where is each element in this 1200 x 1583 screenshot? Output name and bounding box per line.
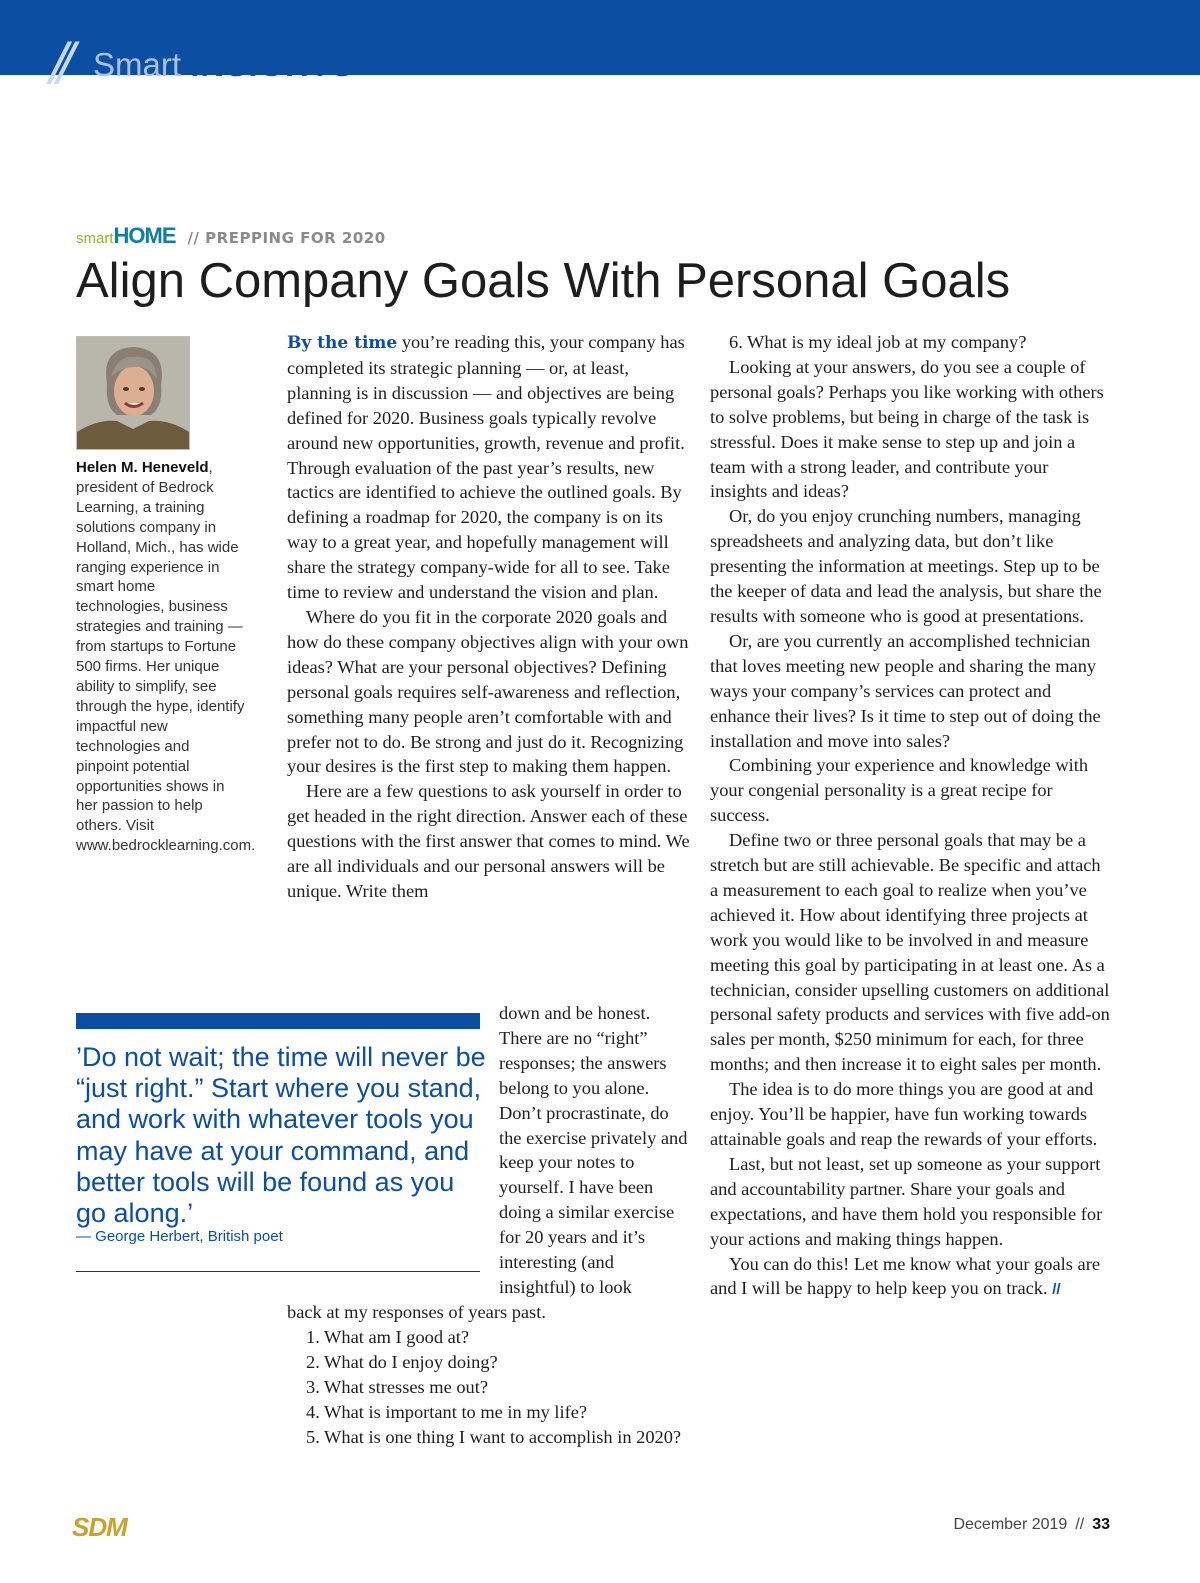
body-paragraph: Or, are you currently an accomplished technician that loves meeting new people and sharing the many ways your company’s services can protect and enhance their lives? Is it time to step out of doing the installation and move into sales? xyxy=(710,630,1101,751)
header-brand-bold: INSIGHTS xyxy=(190,46,355,83)
pullquote-text: ’Do not wait; the time will never be “just right.” Start where you stand, and work with whatever tools you may have at your command, and better tools will be found as you go along.’ xyxy=(76,1042,486,1229)
issue-date: December 2019 xyxy=(953,1516,1068,1533)
question-item: 5. What is one thing I want to accomplish in 2020? xyxy=(306,1426,682,1447)
body-paragraph xyxy=(287,330,692,605)
page-footer xyxy=(953,1516,1110,1534)
body-paragraph: Where do you fit in the corporate 2020 goals and how do these company objectives align with your own ideas? What are your personal objectives? Defining personal goals requires self-awareness and reflection, something many people aren’t comfortable with and prefer not to do. Be strong and just do it. Recognizing your desires is the first step to making them happen. xyxy=(287,606,689,777)
author-photo xyxy=(76,336,190,450)
lead-in: By the time xyxy=(287,333,398,353)
body-paragraph: Define two or three personal goals that may be a stretch but are still achievable. Be specific and attach a measurement to each goal to realize when you’ve achieved it. How about identifying three projects at work you would like to be involved in and measure meeting this goal by participating in at least one. As a technician, consider upselling customers on additional personal safety products and services with five add-on sales per month, $250 minimum for each, for three months; and then increase it to eight sales per month. xyxy=(710,830,1110,1075)
column-b-narrow xyxy=(499,1001,694,1300)
paragraph-text: You can do this! Let me know what your goals are and I will be happy to help keep you on track. xyxy=(710,1253,1100,1299)
author-portrait-image xyxy=(77,337,189,449)
body-paragraph xyxy=(710,1252,1110,1304)
header-slashes: // xyxy=(50,32,66,92)
headline: Align Company Goals With Personal Goals xyxy=(76,254,1011,308)
body-paragraph: The idea is to do more things you are good at and enjoy. You’ll be happier, have fun working towards attainable goals and reap the rewards of your efforts. xyxy=(710,1079,1098,1149)
end-mark: // xyxy=(1052,1281,1061,1299)
magazine-logo: SDM xyxy=(72,1512,127,1542)
column-b-top xyxy=(287,330,692,904)
body-paragraph: down and be honest. There are no “right” responses; the answers belong to you alone. Don’t procrastinate, do the exercise privately and keep your notes to yourself. I have been doing a similar exercise for 20 years and it’s interesting (and insightful) to look xyxy=(499,1003,688,1297)
author-bio xyxy=(76,458,256,856)
body-paragraph: Looking at your answers, do you see a couple of personal goals? Perhaps you like working with others to solve problems, but being in charge of the task is stressful. Does it make sense to step up and join a team with a strong leader, and contribute your insights and ideas? xyxy=(710,356,1104,502)
column-c xyxy=(710,330,1110,1303)
pullquote-rule xyxy=(76,1271,480,1272)
kicker-brand-small: smart xyxy=(76,230,114,247)
pullquote-attribution: — George Herbert, British poet xyxy=(76,1228,283,1245)
question-item: 4. What is important to me in my life? xyxy=(306,1401,588,1422)
page-number: 33 xyxy=(1092,1516,1110,1533)
body-paragraph: Combining your experience and knowledge with your congenial personality is a great recipe for success. xyxy=(710,755,1089,826)
body-paragraph: Here are a few questions to ask yourself in order to get headed in the right direction. Answer each of these questions with the first answer that comes to mind. We are all individuals and our personal answers will be unique. Write them xyxy=(287,781,690,901)
author-bio-text: , president of Bedrock Learning, a training solutions company in Holland, Mich., has wide ranging experience in smart home technologies, business strategies and training — from startups to Fortune 500 firms. Her unique ability to simplify, see through the hype, identify impactful new technologies and pinpoint potential opportunities shows in her passion to help others. Visit www.bedrocklearning.com. xyxy=(76,459,256,855)
question-item: 6. What is my ideal job at my company? xyxy=(729,332,1027,352)
pullquote-bar xyxy=(76,1013,480,1029)
column-b-bottom xyxy=(287,1300,692,1449)
body-paragraph: Last, but not least, set up someone as your support and accountability partner. Share your goals and expectations, and have them hold you responsible for your actions and making things happen. xyxy=(710,1153,1103,1249)
body-paragraph: Or, do you enjoy crunching numbers, managing spreadsheets and analyzing data, but don’t like presenting the information at meetings. Step up to be the keeper of data and lead the analysis, but share the results with someone who is good at presentations. xyxy=(710,506,1102,626)
header-brand-light: Smart xyxy=(93,46,191,83)
question-item: 2. What do I enjoy doing? xyxy=(306,1351,498,1372)
header-brand xyxy=(93,46,354,84)
section-kicker xyxy=(76,224,386,251)
footer-separator: // xyxy=(1075,1516,1085,1533)
body-paragraph: back at my responses of years past. xyxy=(287,1302,546,1322)
kicker-brand-large: HOME xyxy=(113,223,176,248)
question-item: 1. What am I good at? xyxy=(306,1326,470,1347)
author-name: Helen M. Heneveld xyxy=(76,459,209,476)
kicker-section: // PREPPING FOR 2020 xyxy=(187,229,386,247)
question-item: 3. What stresses me out? xyxy=(306,1376,488,1397)
paragraph-text: you’re reading this, your company has completed its strategic planning — or, at least, planning is in discussion — and objectives are being defined for 2020. Business goals typically revolve around new opportunities, growth, revenue and profit. Through evaluation of the past year’s results, new tactics are identified to achieve the outlined goals. By defining a roadmap for 2020, the company is on its way to a great year, and hopefully management will share the strategy company-wide for all to see. Take time to review and understand the vision and plan. xyxy=(287,332,685,603)
